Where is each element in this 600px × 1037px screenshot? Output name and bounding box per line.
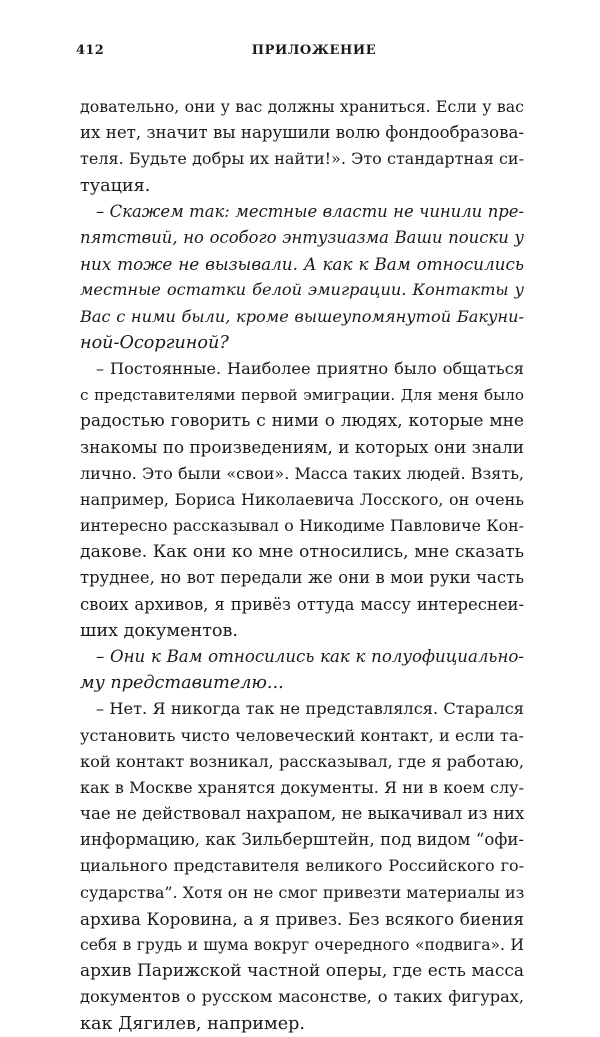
- text-line: – Нет. Я никогда так не представлялся. Старался: [96, 699, 524, 719]
- text-line: как в Москве хранятся документы. Я ни в коем слу-: [80, 777, 524, 797]
- text-line: сударства”. Хотя он не смог привезти материалы из: [80, 882, 524, 902]
- text-line: – Они к Вам относились как к полуофициально-: [96, 646, 524, 666]
- text-line: информацию, как Зильберштейн, под видом “офи-: [80, 830, 524, 850]
- text-line: Вас с ними были, кроме вышеупомянутой Бакуни-: [80, 306, 524, 326]
- text-line: их нет, значит вы нарушили волю фондообразова-: [80, 123, 524, 143]
- text-line: кой контакт возникал, рассказывал, где я работаю,: [80, 751, 524, 771]
- text-line: му представителю...: [80, 673, 284, 694]
- text-line: архив Парижской частной оперы, где есть масса: [80, 961, 524, 982]
- text-line: туация.: [80, 175, 151, 196]
- text-line: ших документов.: [80, 620, 239, 641]
- text-line: лично. Это были «свои». Масса таких людей. Взять,: [80, 463, 524, 483]
- text-line: например, Бориса Николаевича Лосского, он очень: [80, 489, 524, 509]
- text-line: интересно рассказывал о Никодиме Павловиче Кон-: [80, 516, 524, 535]
- text-line: архива Коровина, а я привез. Без всякого биения: [80, 908, 524, 929]
- text-line: чае не действовал нахрапом, не выкачивал из них: [80, 804, 524, 824]
- text-line: своих архивов, я привёз оттуда массу интереснеи-: [80, 594, 524, 614]
- text-line: довательно, они у вас должны храниться. Если у вас: [80, 97, 524, 116]
- text-line: – Скажем так: местные власти не чинили пре-: [96, 201, 524, 221]
- page-number: 412: [76, 43, 105, 58]
- text-line: как Дягилев, например.: [80, 1013, 305, 1034]
- text-line: знакомы по произведениям, и которых они знали: [80, 437, 524, 458]
- body-text: [80, 94, 524, 1037]
- text-line: труднее, но вот передали же они в мои руки часть: [80, 568, 524, 588]
- running-header: ПРИЛОЖЕНИЕ: [251, 43, 377, 58]
- text-line: них тоже не вызывали. А как к Вам относились: [80, 254, 524, 275]
- text-line: документов о русском масонстве, о таких фигурах,: [80, 987, 524, 1007]
- text-line: себя в грудь и шума вокруг очередного «подвига». И: [80, 936, 524, 954]
- text-line: теля. Будьте добры их найти!». Это стандартная си-: [80, 149, 524, 169]
- text-line: дакове. Как они ко мне относились, мне сказать: [80, 542, 524, 563]
- text-line: циального представителя великого Российского го-: [80, 856, 524, 876]
- text-line: с представителями первой эмиграции. Для меня было: [80, 386, 524, 405]
- text-line: радостью говорить с ними о людях, которые мне: [80, 411, 524, 432]
- text-line: местные остатки белой эмиграции. Контакты у: [80, 280, 524, 300]
- text-line: ной-Осоргиной?: [80, 332, 229, 353]
- text-line: установить чисто человеческий контакт, и если та-: [80, 725, 524, 745]
- text-line: – Постоянные. Наиболее приятно было общаться: [96, 358, 524, 378]
- text-line: пятствий, но особого энтузиазма Ваши поиски у: [80, 227, 524, 247]
